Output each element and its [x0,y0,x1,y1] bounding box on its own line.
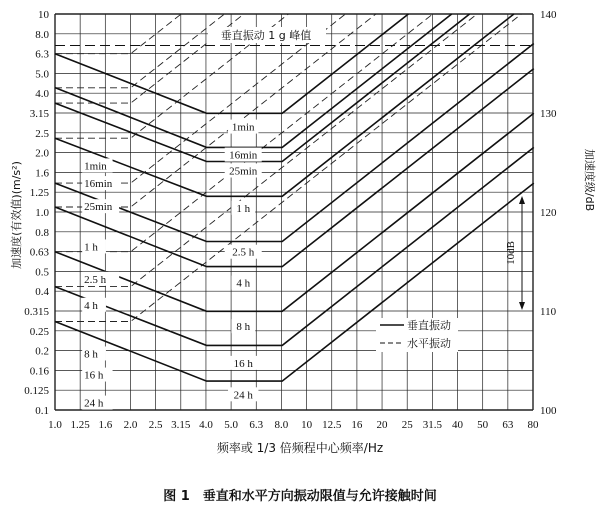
y-tick-label-left: 0.8 [35,226,49,239]
y-tick-label-left: 6.3 [35,48,49,61]
curve-label-left: 1 h [84,241,98,254]
curve-label-left: 1min [84,160,107,173]
interval-label: 10dB [505,241,517,265]
curve-label-mid: 16min [229,149,258,162]
y-tick-label-left: 0.63 [29,246,49,259]
x-tick-label: 1.25 [70,419,90,431]
peak-1g-label: 垂直振动 1 g 峰值 [220,29,312,42]
vertical-limit-line [55,183,534,381]
y-tick-label-right: 130 [540,108,557,120]
curve-label-mid: 24 h [233,389,253,402]
x-tick-label: 2.0 [123,419,138,431]
x-tick-label: 12.5 [322,419,342,431]
x-tick-label: 2.5 [148,419,163,431]
y-tick-label-left: 0.315 [24,306,49,318]
curve-label-mid: 1min [231,121,255,134]
curve-label-left: 24 h [84,397,104,410]
y-tick-label-left: 0.25 [29,325,49,338]
y-tick-label-left: 0.5 [35,266,49,279]
y-tick-label-left: 2.0 [35,147,49,160]
vertical-limit-line [55,147,534,345]
y-tick-label-left: 1.6 [35,167,49,180]
curve-label-mid: 1 h [236,202,251,215]
x-tick-label: 20 [376,419,388,431]
curve-label-left: 16 h [84,369,104,382]
curve-label-mid: 8 h [236,321,251,334]
x-axis-label: 频率或 1/3 倍频程中心频率/Hz [216,441,384,455]
legend [376,318,458,352]
x-tick-label: 1.0 [48,419,62,431]
horizontal-limit-line [55,14,521,322]
x-tick-label: 6.3 [249,419,264,431]
x-tick-label: 8.0 [274,419,289,431]
y-tick-label-left: 0.1 [35,405,49,417]
y-tick-label-left: 0.4 [35,286,49,299]
curve-labels [82,120,262,410]
y-tick-label-left: 2.5 [35,127,49,140]
x-tick-label: 63 [502,419,514,431]
horizontal-vibration-curves [55,14,521,322]
y-tick-label-left: 0.16 [29,365,49,378]
y-tick-label-right: 120 [540,207,557,219]
x-tick-label: 16 [351,419,363,431]
y-axis-label-left: 加速度(有效值)(m/s²) [10,161,23,269]
chart-title: 图 1 垂直和水平方向振动限值与允许接触时间 [163,489,437,504]
y-tick-label-right: 110 [540,306,557,318]
curve-label-left: 8 h [84,348,98,361]
x-tick-label: 1.6 [98,419,113,431]
curve-label-left: 25min [84,201,113,214]
y-tick-label-left: 5.0 [35,68,49,81]
x-tick-label: 4.0 [199,419,213,431]
x-tick-label: 31.5 [422,419,442,431]
x-tick-label: 80 [527,419,539,431]
curve-label-mid: 16 h [233,357,253,370]
y-axis-label-right: 加速度级/dB [583,148,596,212]
y-tick-label-left: 0.2 [35,345,49,358]
y-tick-label-left: 3.15 [29,108,49,120]
y-tick-label-right: 100 [540,405,557,417]
x-tick-label: 40 [452,419,464,431]
curve-label-left: 2.5 h [84,273,107,286]
x-tick-label: 5.0 [224,419,238,431]
x-tick-label: 3.15 [171,419,191,431]
y-tick-label-left: 4.0 [35,88,49,101]
y-tick-label-left: 10 [38,9,49,21]
y-tick-label-left: 0.125 [24,385,49,398]
x-tick-label: 25 [401,419,413,431]
legend-item-vertical: 垂直振动 [407,319,451,332]
y-tick-label-right: 140 [540,9,557,21]
curve-label-mid: 2.5 h [232,246,255,259]
grid [55,14,533,410]
horizontal-limit-line [55,14,477,287]
y-tick-label-left: 8.0 [35,28,49,41]
vertical-limit-line [55,69,534,267]
curve-label-mid: 25min [229,165,258,178]
vertical-vibration-curves [55,14,534,381]
curve-label-mid: 4 h [236,277,251,290]
y-tick-label-left: 1.0 [35,207,49,219]
x-tick-label: 50 [477,419,489,431]
curve-label-left: 4 h [84,299,98,312]
y-tick-label-left: 1.25 [29,187,49,200]
legend-item-horizontal: 水平振动 [407,337,451,350]
curve-label-left: 16min [84,178,113,191]
x-tick-label: 10 [301,419,313,431]
